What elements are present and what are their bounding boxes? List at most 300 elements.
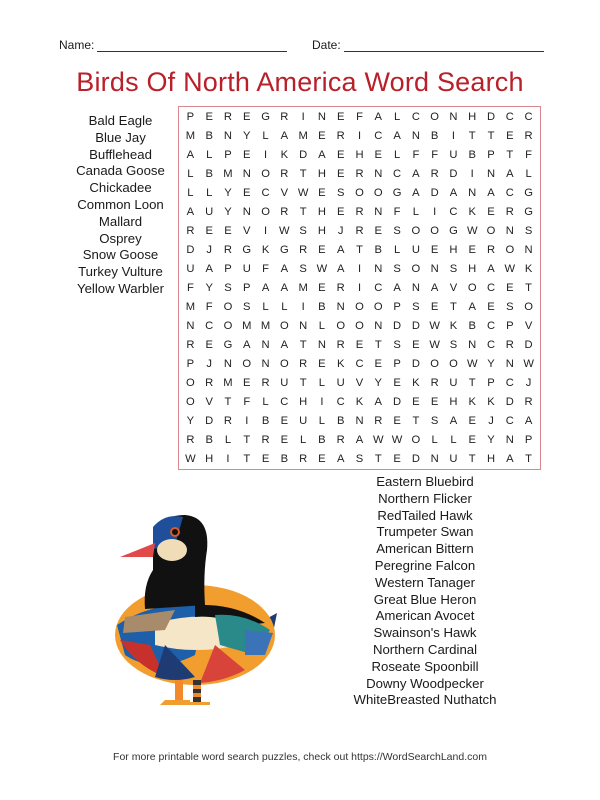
grid-cell[interactable]: S [336, 187, 345, 200]
grid-cell[interactable]: M [298, 281, 308, 294]
grid-cell[interactable]: E [506, 281, 514, 294]
grid-cell[interactable]: G [223, 338, 233, 351]
grid-cell[interactable]: H [299, 395, 308, 408]
grid-cell[interactable]: E [393, 376, 401, 389]
grid-cell[interactable]: K [487, 395, 495, 408]
grid-cell[interactable]: S [506, 300, 514, 313]
grid-cell[interactable]: T [525, 281, 533, 294]
grid-cell[interactable]: F [412, 149, 420, 162]
grid-cell[interactable]: T [506, 149, 514, 162]
grid-cell[interactable]: A [487, 187, 495, 200]
grid-cell[interactable]: W [297, 187, 309, 200]
grid-cell[interactable]: N [186, 319, 195, 332]
grid-cell[interactable]: V [280, 187, 289, 200]
grid-cell[interactable]: O [186, 395, 195, 408]
grid-cell[interactable]: L [300, 433, 307, 446]
grid-cell[interactable]: O [223, 300, 233, 313]
grid-cell[interactable]: L [262, 300, 269, 313]
grid-cell[interactable]: B [430, 130, 439, 143]
grid-cell[interactable]: C [205, 319, 214, 332]
grid-cell[interactable]: V [205, 395, 213, 408]
grid-cell[interactable]: G [524, 187, 533, 200]
grid-cell[interactable]: B [318, 300, 326, 313]
grid-cell[interactable]: L [525, 168, 532, 181]
grid-cell[interactable]: J [206, 357, 212, 370]
name-line[interactable] [97, 39, 287, 52]
grid-cell[interactable]: O [505, 244, 515, 257]
grid-cell[interactable]: H [205, 452, 214, 465]
grid-cell[interactable]: O [279, 319, 289, 332]
grid-cell[interactable]: T [299, 168, 307, 181]
grid-cell[interactable]: E [243, 111, 251, 124]
grid-cell[interactable]: L [262, 395, 269, 408]
grid-cell[interactable]: R [524, 130, 533, 143]
grid-cell[interactable]: A [186, 206, 195, 219]
grid-cell[interactable]: C [393, 168, 402, 181]
grid-cell[interactable]: C [505, 187, 514, 200]
grid-cell[interactable]: O [373, 187, 383, 200]
grid-cell[interactable]: A [449, 414, 458, 427]
grid-cell[interactable]: U [205, 206, 214, 219]
grid-cell[interactable]: L [450, 433, 457, 446]
grid-cell[interactable]: O [355, 187, 364, 200]
grid-cell[interactable]: R [505, 206, 514, 219]
grid-cell[interactable]: E [355, 338, 364, 351]
grid-cell[interactable]: U [242, 263, 251, 276]
grid-cell[interactable]: D [430, 187, 439, 200]
grid-cell[interactable]: R [223, 244, 233, 257]
grid-cell[interactable]: A [449, 187, 458, 200]
grid-cell[interactable]: B [336, 414, 345, 427]
grid-cell[interactable]: O [223, 319, 233, 332]
grid-cell[interactable]: B [205, 168, 213, 181]
grid-cell[interactable]: L [224, 433, 232, 446]
grid-cell[interactable]: N [223, 130, 233, 143]
grid-cell[interactable]: P [224, 263, 232, 276]
grid-cell[interactable]: W [279, 225, 290, 238]
grid-cell[interactable]: R [205, 376, 214, 389]
grid-cell[interactable]: E [205, 111, 213, 124]
grid-cell[interactable]: I [470, 168, 474, 181]
grid-cell[interactable]: N [468, 187, 477, 200]
grid-cell[interactable]: N [505, 433, 514, 446]
grid-cell[interactable]: R [505, 338, 514, 351]
grid-cell[interactable]: E [243, 376, 251, 389]
grid-cell[interactable]: O [430, 225, 439, 238]
grid-cell[interactable]: R [223, 414, 233, 427]
grid-cell[interactable]: V [449, 281, 458, 294]
grid-cell[interactable]: L [393, 244, 401, 257]
grid-cell[interactable]: B [261, 414, 270, 427]
grid-cell[interactable]: A [506, 452, 514, 465]
grid-cell[interactable]: V [243, 225, 251, 238]
grid-cell[interactable]: A [374, 111, 383, 124]
grid-cell[interactable]: E [261, 452, 270, 465]
grid-cell[interactable]: N [524, 244, 533, 257]
grid-cell[interactable]: R [280, 206, 289, 219]
grid-cell[interactable]: S [449, 338, 458, 351]
name-field[interactable] [59, 38, 287, 52]
grid-cell[interactable]: A [280, 130, 289, 143]
grid-cell[interactable]: T [374, 338, 382, 351]
grid-cell[interactable]: P [186, 357, 195, 370]
grid-cell[interactable]: O [411, 225, 421, 238]
grid-cell[interactable]: S [299, 263, 307, 276]
grid-cell[interactable]: T [374, 452, 382, 465]
grid-cell[interactable]: E [487, 206, 495, 219]
grid-cell[interactable]: S [393, 225, 401, 238]
grid-cell[interactable]: E [224, 225, 232, 238]
grid-cell[interactable]: L [206, 187, 213, 200]
grid-cell[interactable]: K [280, 149, 289, 162]
grid-cell[interactable]: C [374, 130, 383, 143]
grid-cell[interactable]: O [261, 206, 270, 219]
grid-cell[interactable]: N [374, 319, 383, 332]
grid-cell[interactable]: G [242, 244, 252, 257]
grid-cell[interactable]: O [467, 281, 477, 294]
grid-cell[interactable]: H [486, 452, 496, 465]
grid-cell[interactable]: U [186, 263, 195, 276]
grid-cell[interactable]: C [336, 395, 345, 408]
grid-cell[interactable]: H [317, 206, 326, 219]
grid-cell[interactable]: R [355, 168, 364, 181]
grid-cell[interactable]: A [355, 433, 364, 446]
grid-cell[interactable]: I [301, 111, 305, 124]
grid-cell[interactable]: R [299, 244, 308, 257]
grid-cell[interactable]: O [279, 357, 289, 370]
grid-cell[interactable]: T [468, 130, 476, 143]
grid-cell[interactable]: C [486, 319, 496, 332]
grid-cell[interactable]: O [373, 300, 383, 313]
grid-cell[interactable]: A [524, 414, 533, 427]
grid-cell[interactable]: O [261, 168, 270, 181]
grid-cell[interactable]: I [245, 414, 249, 427]
grid-cell[interactable]: Y [487, 433, 495, 446]
grid-cell[interactable]: N [411, 281, 420, 294]
grid-cell[interactable]: C [449, 206, 458, 219]
grid-cell[interactable]: J [337, 225, 344, 238]
grid-cell[interactable]: R [186, 225, 195, 238]
grid-cell[interactable]: C [505, 111, 514, 124]
grid-cell[interactable]: N [261, 357, 270, 370]
grid-cell[interactable]: S [243, 300, 251, 313]
grid-cell[interactable]: F [525, 149, 533, 162]
grid-cell[interactable]: Y [487, 357, 495, 370]
grid-cell[interactable]: O [524, 300, 533, 313]
grid-cell[interactable]: N [449, 111, 458, 124]
grid-cell[interactable]: A [374, 395, 383, 408]
grid-cell[interactable]: T [356, 244, 363, 257]
grid-cell[interactable]: D [393, 319, 402, 332]
grid-cell[interactable]: V [355, 376, 364, 389]
grid-cell[interactable]: B [374, 244, 383, 257]
grid-cell[interactable]: B [468, 149, 476, 162]
grid-cell[interactable]: T [243, 433, 251, 446]
grid-cell[interactable]: R [223, 111, 233, 124]
grid-cell[interactable]: O [355, 300, 364, 313]
grid-cell[interactable]: R [186, 433, 195, 446]
grid-cell[interactable]: T [450, 300, 457, 313]
grid-cell[interactable]: P [506, 319, 514, 332]
grid-cell[interactable]: A [336, 244, 345, 257]
grid-cell[interactable]: K [524, 263, 533, 276]
grid-cell[interactable]: G [449, 225, 458, 238]
grid-cell[interactable]: R [336, 433, 345, 446]
grid-cell[interactable]: F [262, 263, 269, 276]
grid-cell[interactable]: R [280, 168, 289, 181]
grid-cell[interactable]: G [524, 206, 533, 219]
grid-cell[interactable]: E [205, 338, 213, 351]
grid-cell[interactable]: O [411, 263, 421, 276]
grid-cell[interactable]: I [433, 206, 437, 219]
grid-cell[interactable]: E [506, 130, 514, 143]
grid-cell[interactable]: M [185, 300, 196, 313]
grid-cell[interactable]: U [411, 244, 420, 257]
grid-cell[interactable]: P [393, 357, 401, 370]
grid-cell[interactable]: N [505, 225, 514, 238]
grid-cell[interactable]: C [486, 281, 496, 294]
grid-cell[interactable]: F [393, 206, 401, 219]
grid-cell[interactable]: E [393, 414, 401, 427]
grid-cell[interactable]: R [299, 452, 308, 465]
grid-cell[interactable]: N [223, 357, 233, 370]
grid-cell[interactable]: L [318, 414, 326, 427]
grid-cell[interactable]: B [280, 452, 289, 465]
grid-cell[interactable]: K [449, 319, 458, 332]
grid-cell[interactable]: S [430, 414, 439, 427]
grid-cell[interactable]: T [468, 452, 476, 465]
grid-cell[interactable]: D [299, 149, 308, 162]
date-line[interactable] [344, 39, 544, 52]
grid-cell[interactable]: A [412, 187, 420, 200]
grid-cell[interactable]: N [374, 206, 383, 219]
grid-cell[interactable]: C [486, 338, 496, 351]
grid-cell[interactable]: A [336, 263, 345, 276]
grid-cell[interactable]: U [299, 414, 308, 427]
grid-cell[interactable]: M [223, 168, 233, 181]
grid-cell[interactable]: A [412, 168, 420, 181]
grid-cell[interactable]: E [468, 433, 476, 446]
grid-cell[interactable]: L [318, 376, 326, 389]
grid-cell[interactable]: O [186, 376, 195, 389]
grid-cell[interactable]: R [186, 338, 195, 351]
grid-cell[interactable]: H [317, 225, 326, 238]
grid-cell[interactable]: N [317, 111, 326, 124]
grid-cell[interactable]: W [504, 263, 516, 276]
grid-cell[interactable]: S [224, 281, 232, 294]
grid-cell[interactable]: D [505, 395, 514, 408]
grid-cell[interactable]: I [357, 263, 362, 276]
grid-cell[interactable]: R [374, 414, 383, 427]
grid-cell[interactable]: M [260, 319, 271, 332]
grid-cell[interactable]: U [336, 376, 345, 389]
grid-cell[interactable]: E [374, 225, 383, 238]
grid-cell[interactable]: Y [205, 281, 213, 294]
grid-cell[interactable]: A [280, 263, 289, 276]
grid-cell[interactable]: R [261, 433, 270, 446]
grid-cell[interactable]: C [355, 357, 364, 370]
grid-cell[interactable]: O [336, 319, 346, 332]
grid-cell[interactable]: E [374, 357, 383, 370]
grid-cell[interactable]: E [374, 149, 383, 162]
grid-cell[interactable]: I [451, 130, 455, 143]
grid-cell[interactable]: O [242, 357, 252, 370]
grid-cell[interactable]: D [186, 244, 195, 257]
grid-cell[interactable]: A [430, 281, 439, 294]
grid-cell[interactable]: W [429, 319, 440, 332]
grid-cell[interactable]: T [468, 376, 476, 389]
grid-cell[interactable]: Y [186, 414, 195, 427]
grid-cell[interactable]: R [486, 244, 496, 257]
grid-cell[interactable]: G [279, 244, 289, 257]
grid-cell[interactable]: D [411, 357, 420, 370]
grid-cell[interactable]: B [318, 433, 326, 446]
grid-cell[interactable]: H [449, 395, 458, 408]
grid-cell[interactable]: E [430, 244, 439, 257]
grid-cell[interactable]: R [524, 395, 533, 408]
grid-cell[interactable]: E [318, 357, 326, 370]
grid-cell[interactable]: N [486, 168, 496, 181]
grid-cell[interactable]: T [243, 452, 251, 465]
grid-cell[interactable]: E [318, 452, 326, 465]
grid-cell[interactable]: S [524, 225, 533, 238]
grid-cell[interactable]: R [355, 225, 364, 238]
grid-cell[interactable]: J [488, 414, 494, 427]
grid-cell[interactable]: E [393, 452, 401, 465]
grid-cell[interactable]: T [224, 395, 232, 408]
grid-cell[interactable]: C [261, 187, 270, 200]
grid-cell[interactable]: P [224, 149, 232, 162]
grid-cell[interactable]: N [505, 357, 514, 370]
grid-cell[interactable]: E [280, 414, 289, 427]
grid-cell[interactable]: E [412, 395, 420, 408]
grid-cell[interactable]: E [336, 149, 345, 162]
grid-cell[interactable]: C [411, 111, 420, 124]
grid-cell[interactable]: R [336, 338, 345, 351]
grid-cell[interactable]: W [391, 433, 403, 446]
grid-cell[interactable]: N [242, 168, 251, 181]
grid-cell[interactable]: R [355, 206, 364, 219]
grid-cell[interactable]: M [242, 319, 252, 332]
grid-cell[interactable]: K [468, 395, 476, 408]
grid-cell[interactable]: K [355, 395, 364, 408]
grid-cell[interactable]: E [336, 168, 345, 181]
grid-cell[interactable]: R [299, 357, 308, 370]
grid-cell[interactable]: E [318, 187, 326, 200]
grid-cell[interactable]: O [486, 225, 496, 238]
grid-cell[interactable]: M [298, 130, 308, 143]
grid-cell[interactable]: F [243, 395, 251, 408]
grid-cell[interactable]: U [449, 149, 458, 162]
grid-cell[interactable]: A [243, 338, 251, 351]
grid-cell[interactable]: P [186, 111, 195, 124]
grid-cell[interactable]: E [468, 414, 476, 427]
grid-cell[interactable]: A [186, 149, 195, 162]
grid-cell[interactable]: W [429, 338, 440, 351]
grid-cell[interactable]: W [523, 357, 534, 370]
grid-cell[interactable]: E [430, 300, 439, 313]
grid-cell[interactable]: P [487, 376, 495, 389]
grid-cell[interactable]: T [525, 452, 533, 465]
grid-cell[interactable]: T [412, 414, 420, 427]
grid-cell[interactable]: N [430, 263, 439, 276]
grid-cell[interactable]: Y [243, 130, 251, 143]
grid-cell[interactable]: L [187, 187, 194, 200]
grid-cell[interactable]: D [393, 395, 402, 408]
grid-cell[interactable]: G [392, 187, 402, 200]
grid-cell[interactable]: L [393, 149, 401, 162]
grid-cell[interactable]: C [505, 414, 514, 427]
grid-cell[interactable]: C [524, 111, 533, 124]
grid-cell[interactable]: H [355, 149, 364, 162]
grid-cell[interactable]: E [318, 130, 326, 143]
grid-cell[interactable]: D [486, 111, 496, 124]
grid-cell[interactable]: O [430, 111, 439, 124]
grid-cell[interactable]: G [261, 111, 270, 124]
grid-cell[interactable]: N [411, 130, 420, 143]
grid-cell[interactable]: N [242, 206, 251, 219]
grid-cell[interactable]: R [280, 111, 289, 124]
grid-cell[interactable]: N [317, 338, 326, 351]
grid-cell[interactable]: L [281, 300, 288, 313]
grid-cell[interactable]: O [449, 357, 458, 370]
grid-cell[interactable]: R [430, 168, 439, 181]
grid-cell[interactable]: R [261, 376, 270, 389]
grid-cell[interactable]: E [430, 395, 439, 408]
grid-cell[interactable]: A [261, 281, 270, 294]
grid-cell[interactable]: W [466, 357, 478, 370]
grid-cell[interactable]: U [449, 376, 458, 389]
grid-cell[interactable]: E [412, 338, 420, 351]
grid-cell[interactable]: I [357, 130, 362, 143]
grid-cell[interactable]: I [226, 452, 230, 465]
grid-cell[interactable]: W [466, 225, 478, 238]
grid-cell[interactable]: L [262, 130, 269, 143]
grid-cell[interactable]: Y [224, 187, 232, 200]
grid-cell[interactable]: A [506, 168, 514, 181]
grid-cell[interactable]: S [393, 263, 401, 276]
grid-cell[interactable]: B [468, 319, 476, 332]
grid-cell[interactable]: E [243, 149, 251, 162]
grid-cell[interactable]: O [430, 357, 439, 370]
grid-cell[interactable]: A [487, 263, 495, 276]
grid-cell[interactable]: F [356, 111, 363, 124]
grid-cell[interactable]: I [357, 281, 362, 294]
grid-cell[interactable]: H [468, 111, 477, 124]
grid-cell[interactable]: N [374, 168, 383, 181]
grid-cell[interactable]: W [316, 263, 328, 276]
grid-cell[interactable]: M [185, 130, 196, 143]
grid-cell[interactable]: E [318, 244, 326, 257]
grid-cell[interactable]: U [449, 452, 458, 465]
grid-cell[interactable]: A [280, 281, 289, 294]
grid-cell[interactable]: F [205, 300, 213, 313]
grid-cell[interactable]: V [524, 319, 533, 332]
grid-cell[interactable]: K [468, 206, 476, 219]
grid-cell[interactable]: A [280, 338, 289, 351]
grid-cell[interactable]: A [393, 281, 401, 294]
grid-cell[interactable]: D [411, 452, 420, 465]
grid-cell[interactable]: T [299, 338, 307, 351]
grid-cell[interactable]: D [411, 319, 420, 332]
grid-cell[interactable]: E [205, 225, 213, 238]
grid-cell[interactable]: P [243, 281, 251, 294]
grid-cell[interactable]: C [280, 395, 289, 408]
grid-cell[interactable]: B [205, 433, 213, 446]
grid-cell[interactable]: L [431, 433, 438, 446]
grid-cell[interactable]: Y [374, 376, 383, 389]
grid-cell[interactable]: R [430, 376, 439, 389]
